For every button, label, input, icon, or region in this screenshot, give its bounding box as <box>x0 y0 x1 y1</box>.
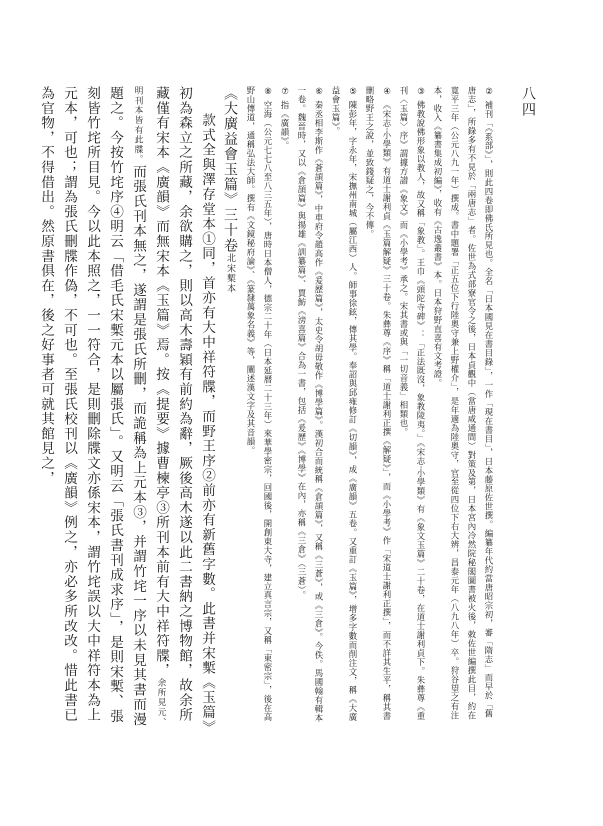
main-text <box>34 86 241 736</box>
footnote-text: 佛教說佛形象以教人，故又稱「象教」。王巾《頭陀寺碑》：「正法既沒，象教陵夷。」《宋志·小學類》有《象文玉篇》二十卷，在道士謝利貞下。朱彝尊《重刊〈玉篇〉序》謂據方譜《象文》而《小學考》承之。宋其書或與「一切音義」相類也。 <box>399 86 426 721</box>
footnote <box>361 86 395 726</box>
footnote-text: 指《廣韻》。 <box>280 100 290 151</box>
footnote-text: 陳彭年，字永年，宋撫州南城（屬江西）人。師事徐鉉，傳其學。奉詔與邱雍修訂《切韻》，成《廣韻》五卷。又重訂《玉篇》，增多字數而削注文，稱《大廣益會玉篇》。 <box>331 86 358 722</box>
footnote-text: 秦丞相李斯作《蒼頡篇》，中車府令趙高作《爰歷篇》，太史令胡毋敬作《博學篇》。漢初合而統稱《倉頡篇》，又稱《三蒼》，或《三倉》。今佚。馬國翰有輯本一卷。魏晉時，又以《倉頡篇》與揚雄《訓纂篇》、賈魴《滂喜篇》合為一書，包括《爰歷》《博學》在內，亦稱《三倉》（三蒼）。 <box>297 86 324 723</box>
footnote-number: ⑦ <box>280 86 290 97</box>
footnote-number: ⑥ <box>314 86 324 97</box>
footnote <box>242 86 276 726</box>
footnote <box>327 86 361 726</box>
body-text: 款式全與澤存堂本①同，首亦有大中祥符牒，而野王序②前亦有新舊字數。此書并宋槧《玉篇》初為森立之所藏，余欲購之，則以高木壽穎有前約為辭，厥後高木遂以此二書納之博物館，故余所藏僅有宋本《廣韻》而無宋本《玉篇》焉。按《提要》據曹楝亭③所刊本前有大中祥符牒， <box>153 86 215 735</box>
footnote <box>395 86 429 726</box>
footnote-number: ② <box>484 86 494 97</box>
page-number: 八四 <box>520 86 536 118</box>
footnote <box>276 86 293 726</box>
entry-title: 《大廣益會玉篇》三十卷 <box>222 86 238 254</box>
footnote-number: ⑤ <box>348 86 358 97</box>
footnote <box>293 86 327 726</box>
body-text-continued: 而張氏刊本無之，遂謂是張氏所刪，而詭稱為上元本③，并謂竹垞一序以未見其書而漫題之。今按竹垞序④明云「借毛氏宋槧元本以屬張氏」。又明云「張氏書刊成求序」，是則宋槧、張刻皆竹垞所目見。今以此本照之，一一符合，是則刪除牒文亦係宋本，謂竹垞誤以大中祥符本為上元本，可也；謂為張氏刪牒作偽，不可也。至張氏校刊以《廣韻》例之，亦必多所改改。惜此書已為官物，不得借出。然原書俱在，後之好事者可就其館見之， <box>38 86 146 727</box>
inline-annotation: 余所見元、明刊本皆有此牒。 <box>133 86 166 727</box>
footnote-number: ⑧ <box>263 86 273 97</box>
footnote-number: ④ <box>382 86 392 97</box>
footnotes-section <box>225 86 497 726</box>
footnote-text: 空海（公元七七八至八三五年），唐時日本僧人，德宗二十年（日本延曆二十三年）來華學密宗，回國後，開創東大寺，建立真言宗，又稱「東密宗」，後在高野山傳道，通稱弘法大師。撰有《文鏡秘府論》、《篆隸萬象名義》等，闡述漢文字及其音韻。 <box>246 86 273 722</box>
entry-edition-note: 北宋槧本 <box>225 253 235 295</box>
footnote-text: 《宋志·小學類》有道士謝利貞《玉篇解疑》三十卷。朱彝尊《序》稱「道士謝利正撰《解疑》」，而《小學考》作「宋道士謝利正撰」，而不詳其生平，稱其書刪略野王之說，並致錢疑之，今不傳。 <box>365 86 392 721</box>
footnote-number: ③ <box>416 86 426 97</box>
footnote-text: 補刊「《系部》」，則此四卷即佛氏所見也。全名「日本國見在書目錄」，一作「現在書目」，日本藤原佐世撰。編纂年代約當唐昭宗初，審「隋志」而早於「舊唐志」，所錄多有不見於「兩唐志」者。佐世為式部寮官令之後，日本貞觀中（當唐咸通間）對策及第，日本宮內冷然院秘閣圖書被火後，敕佐世編撰此目，約在寬平三年（公元八九一年）撰成。書中題署「正五位下行陸奧守兼上野權介」，是年適為陸奧守，官至從四位下右大辨，昌泰元年（八九八年）卒。狩谷望之有注本，收入《纂書集成初編》，收有《古逸叢書》本。日本狩野直喜有文考證。 <box>433 86 494 721</box>
body-paragraph <box>34 86 218 736</box>
entry-heading <box>218 86 241 736</box>
footnote <box>429 86 497 726</box>
